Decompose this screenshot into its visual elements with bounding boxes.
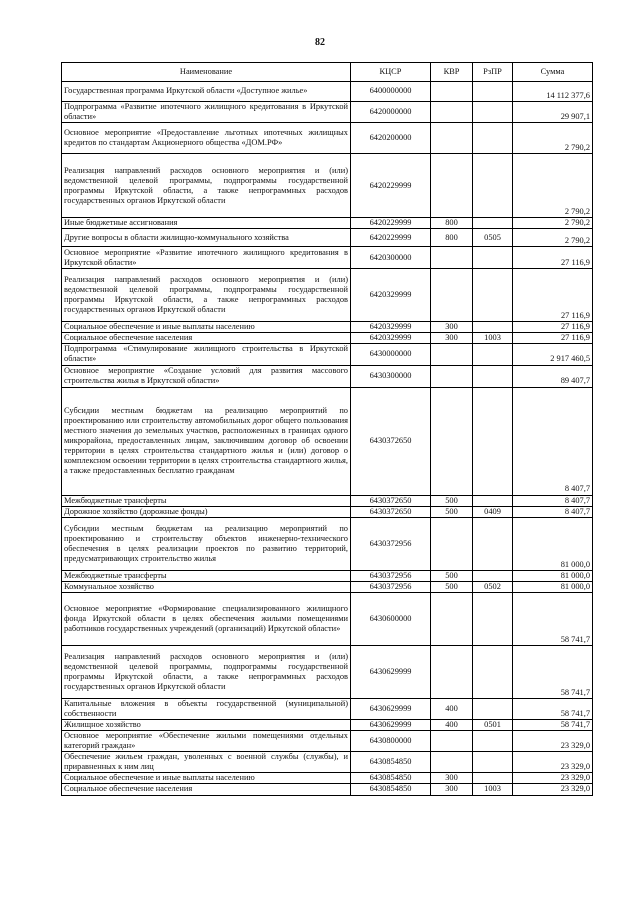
cell-name: Жилищное хозяйство xyxy=(62,720,351,731)
cell-kvr: 300 xyxy=(431,333,473,344)
table-row xyxy=(62,570,593,581)
cell-sum: 27 116,9 xyxy=(513,269,593,322)
cell-kcsr: 6430629999 xyxy=(351,720,431,731)
cell-rzpr xyxy=(473,773,513,784)
cell-kcsr: 6430372650 xyxy=(351,495,431,506)
cell-kcsr: 6420200000 xyxy=(351,123,431,154)
cell-kvr: 800 xyxy=(431,218,473,229)
cell-sum: 29 907,1 xyxy=(513,102,593,123)
cell-name: Межбюджетные трансферты xyxy=(62,570,351,581)
cell-kvr xyxy=(431,731,473,752)
cell-name: Реализация направлений расходов основного мероприятия и (или) ведомственной целевой программы, подпрограммы государственной программы Иркутской области, а также непрограммных расходов государственных органов Иркутской области xyxy=(62,645,351,698)
cell-name: Подпрограмма «Развитие ипотечного жилищного кредитования в Иркутской области» xyxy=(62,102,351,123)
cell-kcsr: 6420000000 xyxy=(351,102,431,123)
cell-rzpr xyxy=(473,645,513,698)
cell-kcsr: 6420300000 xyxy=(351,247,431,269)
cell-name: Основное мероприятие «Формирование специализированного жилищного фонда Иркутской области в целях обеспечения жилыми помещениями работников государственных учреждений (организаций) Иркутской области» xyxy=(62,592,351,645)
cell-sum: 14 112 377,6 xyxy=(513,82,593,102)
table-row xyxy=(62,698,593,719)
table-row xyxy=(62,344,593,365)
cell-kcsr: 6430854850 xyxy=(351,752,431,773)
cell-kcsr: 6430372956 xyxy=(351,570,431,581)
cell-sum: 2 790,2 xyxy=(513,218,593,229)
table-row xyxy=(62,731,593,752)
cell-sum: 23 329,0 xyxy=(513,784,593,795)
cell-name: Государственная программа Иркутской области «Доступное жилье» xyxy=(62,82,351,102)
cell-name: Основное мероприятие «Предоставление льготных ипотечных жилищных кредитов по стандартам Акционерного общества «ДОМ.РФ» xyxy=(62,123,351,154)
cell-sum: 23 329,0 xyxy=(513,752,593,773)
cell-rzpr xyxy=(473,218,513,229)
cell-name: Коммунальное хозяйство xyxy=(62,581,351,592)
cell-kvr xyxy=(431,247,473,269)
cell-rzpr xyxy=(473,322,513,333)
cell-name: Обеспечение жильем граждан, уволенных с военной службы (службы), и приравненных к ним лиц xyxy=(62,752,351,773)
cell-kcsr: 6400000000 xyxy=(351,82,431,102)
cell-kvr xyxy=(431,752,473,773)
cell-rzpr xyxy=(473,154,513,218)
cell-name: Основное мероприятие «Обеспечение жилыми помещениями отдельных категорий граждан» xyxy=(62,731,351,752)
cell-rzpr: 1003 xyxy=(473,784,513,795)
cell-name: Социальное обеспечение и иные выплаты населению xyxy=(62,322,351,333)
cell-name: Субсидии местным бюджетам на реализацию мероприятий по проектированию и строительству объектов инженерно-технического обеспечения в целях реализации проектов по развитию территорий, предусматривающих строительство жилья xyxy=(62,517,351,570)
cell-sum: 58 741,7 xyxy=(513,592,593,645)
table-header-row xyxy=(62,63,593,82)
cell-name: Межбюджетные трансферты xyxy=(62,495,351,506)
header-kvr: КВР xyxy=(431,63,473,82)
cell-rzpr xyxy=(473,570,513,581)
cell-kcsr: 6430629999 xyxy=(351,698,431,719)
cell-kcsr: 6430000000 xyxy=(351,344,431,365)
table-row xyxy=(62,322,593,333)
cell-rzpr xyxy=(473,102,513,123)
table-row xyxy=(62,495,593,506)
cell-name: Субсидии местным бюджетам на реализацию мероприятий по проектированию или строительству автомобильных дорог общего пользования местного значения до земельных участков, расположенных в границах одного микрорайона, предоставленных лицам, заключившим договор об освоении территории в целях строительства стандартного жилья и (или) договор о комплексном освоении территории в целях строительства стандартного жилья, а также предоставленных бесплатно гражданам xyxy=(62,387,351,495)
cell-kvr: 300 xyxy=(431,773,473,784)
cell-rzpr: 1003 xyxy=(473,333,513,344)
table-row xyxy=(62,123,593,154)
table-row xyxy=(62,506,593,517)
cell-sum: 2 790,2 xyxy=(513,154,593,218)
table-row xyxy=(62,581,593,592)
table-row xyxy=(62,247,593,269)
cell-name: Социальное обеспечение населения xyxy=(62,333,351,344)
cell-name: Социальное обеспечение населения xyxy=(62,784,351,795)
header-sum: Сумма xyxy=(513,63,593,82)
cell-rzpr xyxy=(473,365,513,387)
cell-rzpr xyxy=(473,731,513,752)
cell-name: Иные бюджетные ассигнования xyxy=(62,218,351,229)
cell-rzpr xyxy=(473,752,513,773)
table-row xyxy=(62,82,593,102)
table-row xyxy=(62,773,593,784)
table-row xyxy=(62,387,593,495)
cell-name: Основное мероприятие «Создание условий для развития массового строительства жилья в Иркутской области» xyxy=(62,365,351,387)
cell-kcsr: 6430854850 xyxy=(351,784,431,795)
cell-kcsr: 6430372650 xyxy=(351,387,431,495)
cell-sum: 58 741,7 xyxy=(513,720,593,731)
cell-sum: 58 741,7 xyxy=(513,698,593,719)
cell-kcsr: 6430372956 xyxy=(351,581,431,592)
cell-kvr xyxy=(431,645,473,698)
cell-kvr xyxy=(431,269,473,322)
cell-sum: 23 329,0 xyxy=(513,773,593,784)
cell-name: Социальное обеспечение и иные выплаты населению xyxy=(62,773,351,784)
cell-rzpr xyxy=(473,269,513,322)
cell-sum: 81 000,0 xyxy=(513,581,593,592)
cell-kvr: 300 xyxy=(431,322,473,333)
cell-sum: 27 116,9 xyxy=(513,247,593,269)
cell-name: Основное мероприятие «Развитие ипотечного жилищного кредитования в Иркутской области» xyxy=(62,247,351,269)
cell-kvr xyxy=(431,154,473,218)
cell-sum: 58 741,7 xyxy=(513,645,593,698)
cell-sum: 2 790,2 xyxy=(513,229,593,247)
cell-kcsr: 6420329999 xyxy=(351,322,431,333)
table-row xyxy=(62,592,593,645)
table-row xyxy=(62,720,593,731)
table-row xyxy=(62,645,593,698)
cell-kvr: 800 xyxy=(431,229,473,247)
cell-sum: 8 407,7 xyxy=(513,387,593,495)
cell-kcsr: 6420229999 xyxy=(351,218,431,229)
cell-kcsr: 6420229999 xyxy=(351,229,431,247)
cell-kcsr: 6430300000 xyxy=(351,365,431,387)
cell-rzpr: 0409 xyxy=(473,506,513,517)
cell-kvr xyxy=(431,517,473,570)
cell-sum: 81 000,0 xyxy=(513,517,593,570)
header-name: Наименование xyxy=(62,63,351,82)
cell-sum: 8 407,7 xyxy=(513,506,593,517)
cell-rzpr: 0501 xyxy=(473,720,513,731)
cell-name: Дорожное хозяйство (дорожные фонды) xyxy=(62,506,351,517)
cell-kcsr: 6430372956 xyxy=(351,517,431,570)
cell-rzpr xyxy=(473,495,513,506)
table-row xyxy=(62,365,593,387)
cell-kcsr: 6430854850 xyxy=(351,773,431,784)
cell-kvr xyxy=(431,82,473,102)
cell-sum: 81 000,0 xyxy=(513,570,593,581)
cell-name: Другие вопросы в области жилищно-коммунального хозяйства xyxy=(62,229,351,247)
cell-kvr: 500 xyxy=(431,570,473,581)
header-rzpr: РзПР xyxy=(473,63,513,82)
table-row xyxy=(62,517,593,570)
cell-rzpr xyxy=(473,247,513,269)
cell-rzpr xyxy=(473,387,513,495)
cell-kvr xyxy=(431,344,473,365)
cell-kvr: 400 xyxy=(431,720,473,731)
cell-rzpr xyxy=(473,82,513,102)
cell-rzpr xyxy=(473,123,513,154)
table-row xyxy=(62,784,593,795)
cell-kvr: 500 xyxy=(431,581,473,592)
table-row xyxy=(62,218,593,229)
page-number: 82 xyxy=(315,37,325,48)
cell-name: Реализация направлений расходов основного мероприятия и (или) ведомственной целевой программы, подпрограммы государственной программы Иркутской области, а также непрограммных расходов государственных органов Иркутской области xyxy=(62,269,351,322)
cell-kvr: 500 xyxy=(431,506,473,517)
cell-sum: 23 329,0 xyxy=(513,731,593,752)
table-row xyxy=(62,154,593,218)
cell-kcsr: 6420329999 xyxy=(351,269,431,322)
cell-kvr xyxy=(431,123,473,154)
cell-kvr xyxy=(431,387,473,495)
cell-kcsr: 6420229999 xyxy=(351,154,431,218)
cell-kcsr: 6430372650 xyxy=(351,506,431,517)
cell-kvr: 300 xyxy=(431,784,473,795)
table-row xyxy=(62,333,593,344)
table-row xyxy=(62,752,593,773)
cell-sum: 2 917 460,5 xyxy=(513,344,593,365)
cell-rzpr: 0505 xyxy=(473,229,513,247)
cell-kvr xyxy=(431,365,473,387)
cell-kcsr: 6430629999 xyxy=(351,645,431,698)
cell-rzpr xyxy=(473,698,513,719)
cell-kcsr: 6420329999 xyxy=(351,333,431,344)
table-row xyxy=(62,269,593,322)
cell-name: Реализация направлений расходов основного мероприятия и (или) ведомственной целевой программы, подпрограммы государственной программы Иркутской области, а также непрограммных расходов государственных органов Иркутской области xyxy=(62,154,351,218)
cell-rzpr xyxy=(473,517,513,570)
cell-sum: 89 407,7 xyxy=(513,365,593,387)
cell-kvr xyxy=(431,592,473,645)
cell-rzpr: 0502 xyxy=(473,581,513,592)
cell-sum: 27 116,9 xyxy=(513,333,593,344)
cell-rzpr xyxy=(473,344,513,365)
cell-sum: 27 116,9 xyxy=(513,322,593,333)
cell-kvr: 500 xyxy=(431,495,473,506)
table-row xyxy=(62,229,593,247)
budget-table xyxy=(61,62,593,796)
cell-sum: 8 407,7 xyxy=(513,495,593,506)
cell-kcsr: 6430800000 xyxy=(351,731,431,752)
cell-sum: 2 790,2 xyxy=(513,123,593,154)
cell-name: Капитальные вложения в объекты государственной (муниципальной) собственности xyxy=(62,698,351,719)
cell-rzpr xyxy=(473,592,513,645)
table-body xyxy=(62,82,593,796)
table-row xyxy=(62,102,593,123)
cell-kcsr: 6430600000 xyxy=(351,592,431,645)
cell-kvr xyxy=(431,102,473,123)
cell-name: Подпрограмма «Стимулирование жилищного строительства в Иркутской области» xyxy=(62,344,351,365)
header-kcsr: КЦСР xyxy=(351,63,431,82)
cell-kvr: 400 xyxy=(431,698,473,719)
